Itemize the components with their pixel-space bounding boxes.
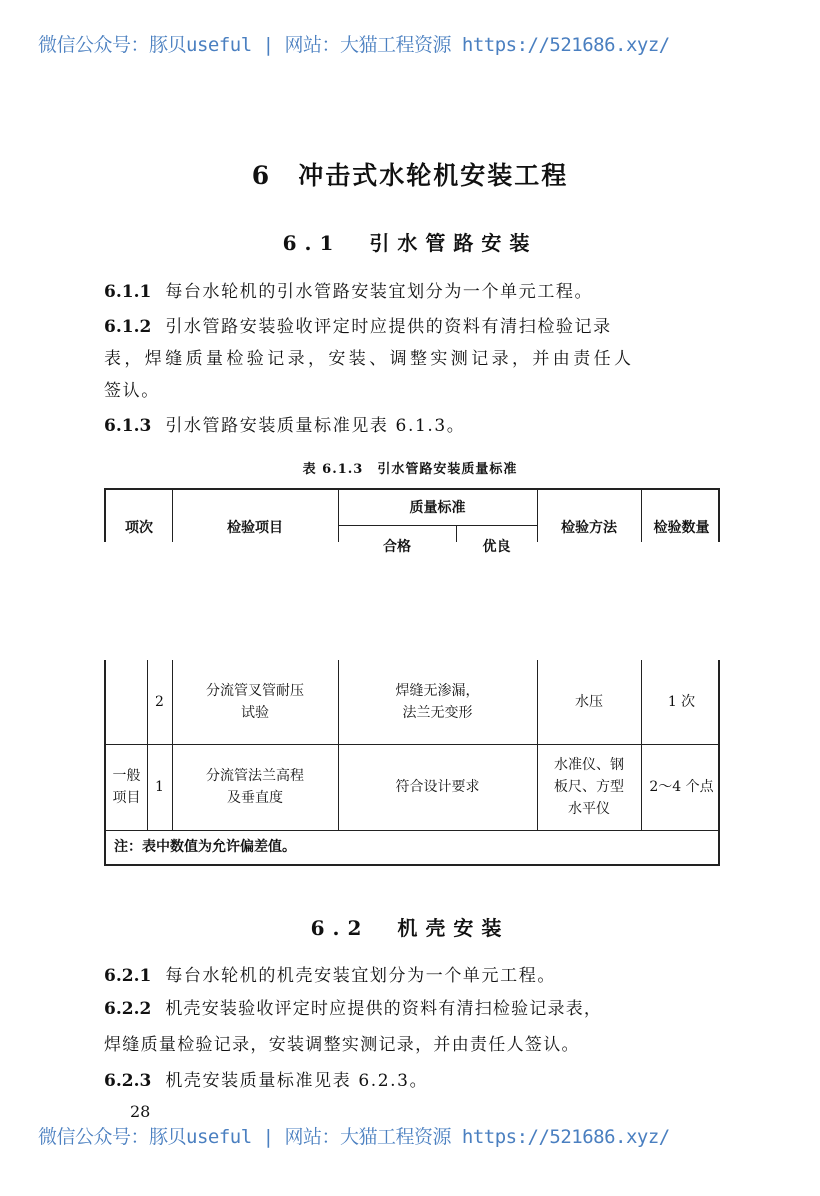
- para-line: 机壳安装质量标准见表 6.2.3。: [165, 1071, 429, 1091]
- clause-number: 6.1.2: [104, 317, 152, 337]
- cell-item: 分流管法兰高程 及垂直度: [206, 768, 304, 806]
- clause-number: 6.2.3: [104, 1071, 152, 1091]
- cell-category: 一般 项目: [112, 768, 141, 806]
- para-line: 表，焊缝质量检验记录，安装、调整实测记录，并由责任人: [104, 349, 635, 369]
- chapter-title: 6 冲击式水轮机安装工程: [251, 161, 569, 190]
- para-line: 签认。: [104, 381, 160, 401]
- header-item-no: 项次: [125, 520, 153, 536]
- para-line: 引水管路安装质量标准见表 6.1.3。: [165, 416, 466, 436]
- table-note: 注：表中数值为允许偏差值。: [114, 839, 296, 855]
- cell-no: 2: [155, 694, 164, 710]
- section-title-6-2: 6.2 机壳安装: [310, 916, 510, 940]
- para-line: 每台水轮机的机壳安装宜划分为一个单元工程。: [165, 966, 556, 986]
- watermark-bottom: 微信公众号：豚贝useful | 网站：大猫工程资源 https://521686.xyz/: [38, 1126, 670, 1148]
- cell-item: 分流管叉管耐压 试验: [206, 683, 304, 721]
- para-6-2-3: [104, 1066, 428, 1091]
- watermark-top: 微信公众号：豚贝useful | 网站：大猫工程资源 https://521686.xyz/: [38, 34, 670, 56]
- para-6-1-1: [104, 277, 593, 302]
- para-line: 引水管路安装验收评定时应提供的资料有清扫检验记录: [165, 317, 612, 337]
- cell-no: 1: [155, 779, 164, 795]
- para-6-2-1: [104, 961, 556, 986]
- cell-standard: 符合设计要求: [395, 779, 480, 795]
- clause-number: 6.1.1: [104, 282, 152, 302]
- para-6-1-2: [104, 312, 612, 337]
- header-quantity: 检验数量: [653, 520, 710, 536]
- para-line: 焊缝质量检验记录，安装调整实测记录，并由责任人签认。: [104, 1035, 580, 1055]
- para-6-1-3: [104, 411, 465, 436]
- para-6-2-2: [104, 994, 602, 1019]
- para-line: 每台水轮机的引水管路安装宜划分为一个单元工程。: [165, 282, 594, 302]
- header-inspection-item: 检验项目: [227, 520, 283, 536]
- cell-method: 水准仪、钢 板尺、方型 水平仪: [554, 757, 624, 817]
- cell-standard: 焊缝无渗漏， 法兰无变形: [395, 683, 480, 721]
- clause-number: 6.2.1: [104, 966, 152, 986]
- header-method: 检验方法: [561, 520, 617, 536]
- cell-quantity: 1 次: [667, 694, 696, 710]
- cell-method: 水压: [575, 694, 603, 710]
- header-excellent: 优良: [482, 539, 511, 555]
- header-qualified: 合格: [383, 539, 411, 555]
- table-header: [104, 488, 720, 555]
- clause-number: 6.1.3: [104, 416, 152, 436]
- page-number: 28: [130, 1102, 151, 1121]
- header-quality-standard: 质量标准: [409, 499, 466, 516]
- table-body: [104, 660, 720, 866]
- table-caption: 表 6.1.3 引水管路安装质量标准: [302, 462, 518, 477]
- para-line: 机壳安装验收评定时应提供的资料有清扫检验记录表，: [165, 999, 603, 1019]
- section-title-6-1: 6.1 引水管路安装: [282, 231, 538, 255]
- cell-quantity: 2～4 个点: [649, 779, 714, 795]
- clause-number: 6.2.2: [104, 999, 152, 1019]
